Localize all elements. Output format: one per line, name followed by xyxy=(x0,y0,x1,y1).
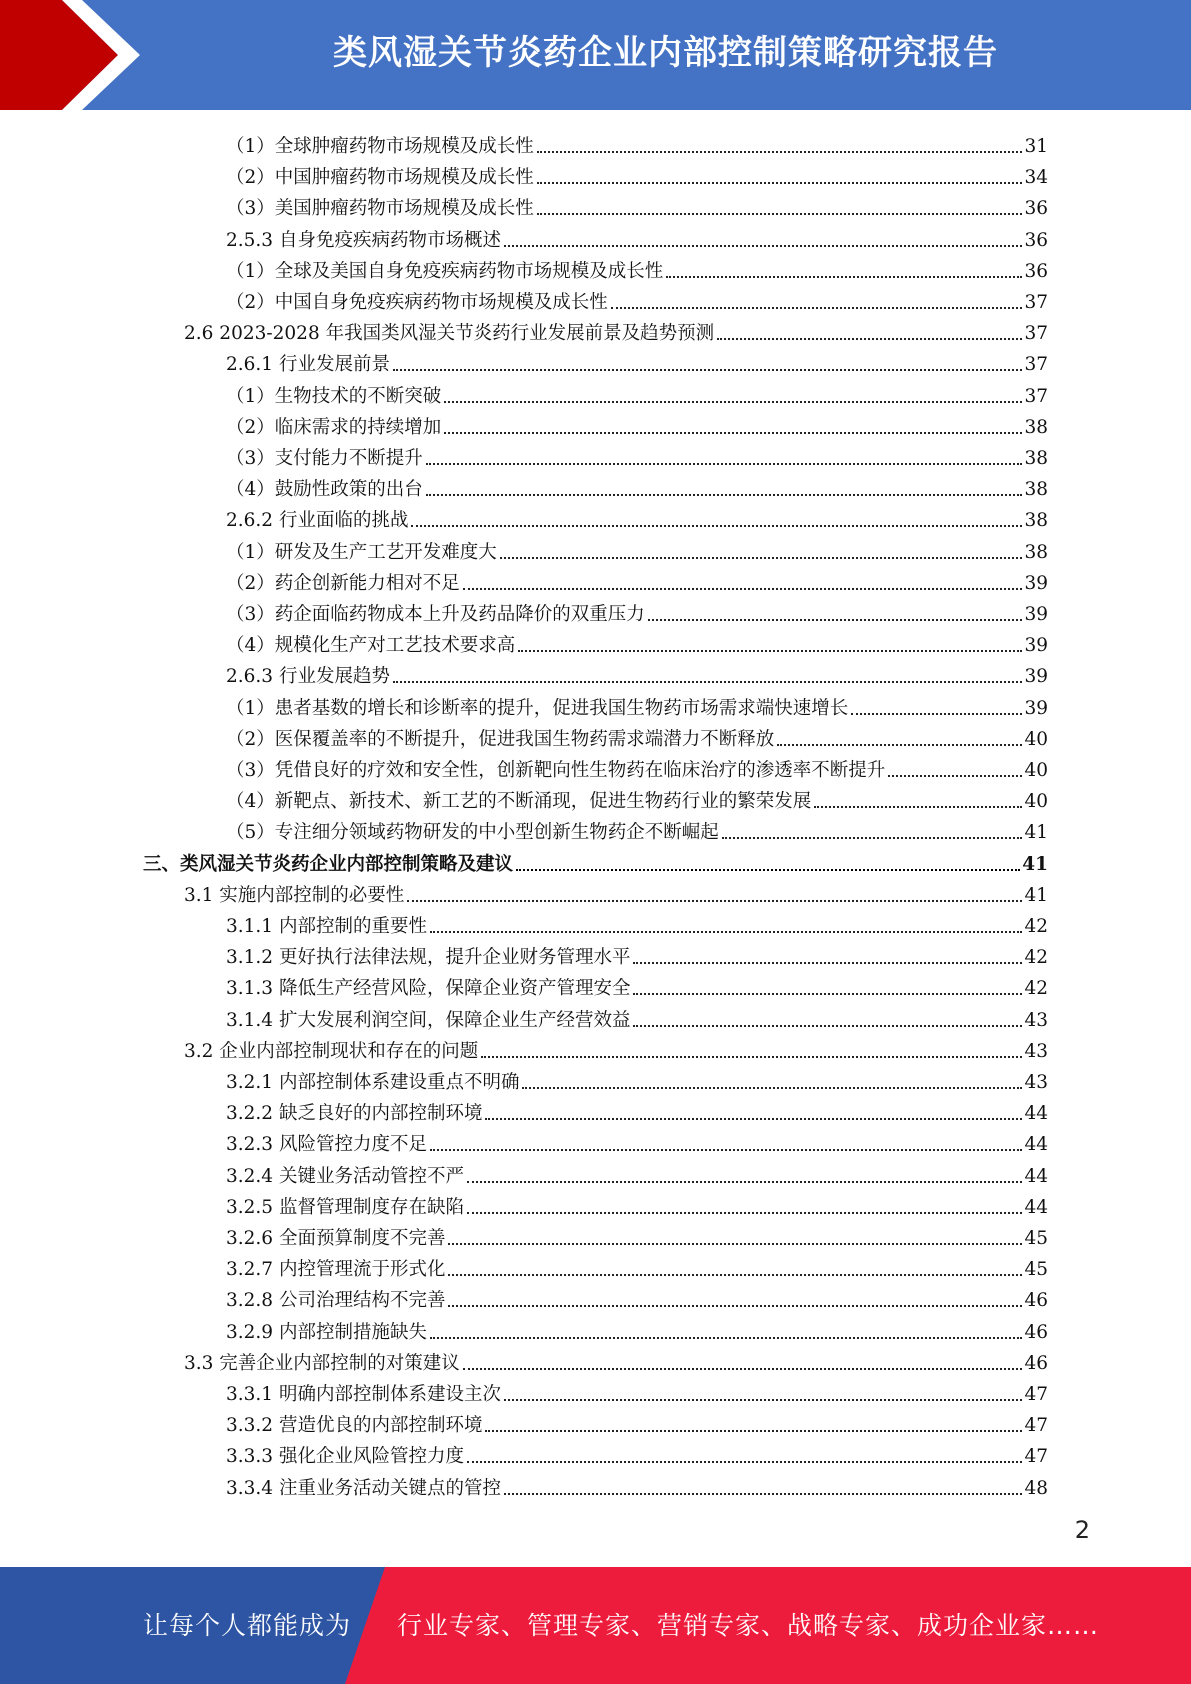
toc-entry-label: （5）专注细分领域药物研发的中小型创新生物药企不断崛起 xyxy=(226,822,719,844)
toc-entry-label: 3.2.5 监督管理制度存在缺陷 xyxy=(226,1196,464,1218)
toc-entry-page: 37 xyxy=(1024,323,1048,345)
toc-entry[interactable] xyxy=(226,627,1048,658)
toc-dot-leader xyxy=(888,775,1022,777)
toc-entry-label: （1）生物技术的不断突破 xyxy=(226,385,442,407)
toc-entry-label: 2.6.3 行业发展趋势 xyxy=(226,666,390,688)
toc-entry-page: 39 xyxy=(1024,635,1048,657)
toc-entry[interactable] xyxy=(226,1126,1048,1157)
toc-dot-leader xyxy=(522,1087,1022,1089)
toc-entry-page: 40 xyxy=(1024,728,1048,750)
toc-entry[interactable] xyxy=(226,409,1048,440)
toc-entry-page: 45 xyxy=(1024,1259,1048,1281)
toc-dot-leader xyxy=(518,650,1022,652)
toc-entry[interactable] xyxy=(184,1345,1048,1376)
toc-entry-label: （4）新靶点、新技术、新工艺的不断涌现，促进生物药行业的繁荣发展 xyxy=(226,791,812,813)
toc-entry-label: （2）中国肿瘤药物市场规模及成长性 xyxy=(226,167,534,189)
toc-dot-leader xyxy=(722,837,1023,839)
toc-dot-leader xyxy=(504,1399,1022,1401)
toc-entry[interactable] xyxy=(226,596,1048,627)
toc-entry-page: 43 xyxy=(1024,1072,1048,1093)
report-title: 类风湿关节炎药企业内部控制策略研究报告 xyxy=(333,33,998,73)
toc-entry-label: 3.1.4 扩大发展利润空间，保障企业生产经营效益 xyxy=(226,1009,631,1031)
toc-entry-label: 3.2.8 公司治理结构不完善 xyxy=(226,1290,446,1312)
toc-dot-leader xyxy=(393,681,1022,683)
page-header xyxy=(0,0,1191,110)
toc-entry-label: 3.2.7 内控管理流于形式化 xyxy=(226,1259,446,1281)
toc-entry-page: 38 xyxy=(1024,448,1048,469)
toc-entry[interactable] xyxy=(226,1095,1048,1126)
toc-entry-page: 36 xyxy=(1024,260,1048,282)
toc-entry-page: 44 xyxy=(1024,1103,1048,1125)
toc-dot-leader xyxy=(426,494,1023,496)
toc-entry[interactable] xyxy=(226,128,1048,159)
toc-entry-page: 42 xyxy=(1024,947,1048,969)
toc-entry-label: 3.2.2 缺乏良好的内部控制环境 xyxy=(226,1103,483,1125)
toc-dot-leader xyxy=(633,993,1022,995)
toc-dot-leader xyxy=(448,1305,1022,1307)
toc-entry-page: 40 xyxy=(1024,791,1048,813)
toc-entry[interactable] xyxy=(226,1189,1048,1220)
toc-dot-leader xyxy=(504,1493,1022,1495)
toc-entry-page: 40 xyxy=(1024,760,1048,781)
toc-entry-page: 44 xyxy=(1024,1165,1048,1187)
toc-entry-label: （1）全球肿瘤药物市场规模及成长性 xyxy=(226,136,534,157)
toc-entry-label: （3）支付能力不断提升 xyxy=(226,448,423,469)
toc-entry-page: 37 xyxy=(1024,354,1048,376)
toc-dot-leader xyxy=(814,806,1022,808)
toc-entry[interactable] xyxy=(226,1064,1048,1095)
toc-dot-leader xyxy=(444,401,1022,403)
toc-dot-leader xyxy=(481,1056,1022,1058)
toc-entry-page: 37 xyxy=(1024,292,1048,313)
toc-entry-label: 2.6 2023-2028 年我国类风湿关节炎药行业发展前景及趋势预测 xyxy=(184,323,715,345)
toc-entry-page: 42 xyxy=(1024,916,1048,937)
toc-dot-leader xyxy=(463,588,1023,590)
toc-entry-label: 3.3 完善企业内部控制的对策建议 xyxy=(184,1352,460,1374)
toc-entry[interactable] xyxy=(226,440,1048,471)
toc-dot-leader xyxy=(430,1149,1022,1151)
toc-entry-label: 3.2 企业内部控制现状和存在的问题 xyxy=(184,1040,479,1062)
toc-dot-leader xyxy=(633,1025,1022,1027)
toc-entry-label: （3）美国肿瘤药物市场规模及成长性 xyxy=(226,198,534,220)
toc-entry[interactable] xyxy=(226,253,1048,284)
toc-dot-leader xyxy=(463,1368,1023,1370)
toc-entry-label: 3.3.1 明确内部控制体系建设主次 xyxy=(226,1384,501,1405)
toc-entry-label: 3.1.2 更好执行法律法规，提升企业财务管理水平 xyxy=(226,947,631,969)
toc-entry-page: 39 xyxy=(1024,666,1048,688)
toc-entry[interactable] xyxy=(226,565,1048,596)
toc-entry[interactable] xyxy=(226,378,1048,409)
toc-entry-page: 31 xyxy=(1024,136,1048,157)
toc-entry-label: 3.1.3 降低生产经营风险，保障企业资产管理安全 xyxy=(226,978,631,1000)
toc-entry[interactable] xyxy=(226,1282,1048,1313)
toc-entry-label: （2）医保覆盖率的不断提升，促进我国生物药需求端潜力不断释放 xyxy=(226,728,775,750)
toc-entry[interactable] xyxy=(226,690,1048,721)
toc-entry[interactable] xyxy=(226,783,1048,814)
toc-entry-label: （3）凭借良好的疗效和安全性，创新靶向性生物药在临床治疗的渗透率不断提升 xyxy=(226,760,886,781)
toc-entry-page: 47 xyxy=(1024,1384,1048,1405)
toc-entry-label: 3.3.2 营造优良的内部控制环境 xyxy=(226,1415,483,1437)
toc-entry-page: 38 xyxy=(1024,541,1048,563)
toc-dot-leader xyxy=(467,1212,1022,1214)
toc-entry-page: 45 xyxy=(1024,1228,1048,1249)
toc-entry[interactable] xyxy=(143,846,1048,877)
toc-entry-page: 44 xyxy=(1024,1196,1048,1218)
toc-entry[interactable] xyxy=(226,908,1048,939)
toc-entry-label: （1）研发及生产工艺开发难度大 xyxy=(226,541,497,563)
toc-entry-label: 3.2.3 风险管控力度不足 xyxy=(226,1134,427,1156)
toc-entry-page: 37 xyxy=(1024,385,1048,407)
toc-entry-page: 43 xyxy=(1024,1040,1048,1062)
toc-entry-label: 3.3.4 注重业务活动关键点的管控 xyxy=(226,1477,501,1499)
toc-dot-leader xyxy=(666,276,1022,278)
toc-dot-leader xyxy=(407,900,1022,902)
toc-entry-label: （2）临床需求的持续增加 xyxy=(226,416,442,438)
toc-dot-leader xyxy=(485,1430,1022,1432)
toc-entry[interactable] xyxy=(226,658,1048,689)
toc-entry[interactable] xyxy=(184,315,1048,346)
toc-entry[interactable] xyxy=(226,1220,1048,1251)
toc-dot-leader xyxy=(777,744,1022,746)
toc-dot-leader xyxy=(851,713,1022,715)
toc-entry[interactable] xyxy=(226,222,1048,253)
toc-entry-page: 38 xyxy=(1024,479,1048,501)
toc-entry[interactable] xyxy=(226,1438,1048,1469)
toc-entry-label: （3）药企面临药物成本上升及药品降价的双重压力 xyxy=(226,604,645,625)
toc-entry-page: 46 xyxy=(1024,1321,1048,1343)
toc-entry-label: 3.2.9 内部控制措施缺失 xyxy=(226,1321,427,1343)
toc-dot-leader xyxy=(633,962,1022,964)
toc-dot-leader xyxy=(500,557,1023,559)
toc-entry-page: 47 xyxy=(1024,1415,1048,1437)
toc-entry[interactable] xyxy=(184,877,1048,908)
toc-entry[interactable] xyxy=(226,190,1048,221)
toc-entry-page: 41 xyxy=(1024,822,1048,844)
toc-entry[interactable] xyxy=(226,721,1048,752)
toc-entry-label: （2）中国自身免疫疾病药物市场规模及成长性 xyxy=(226,292,608,313)
toc-entry[interactable] xyxy=(226,534,1048,565)
toc-entry-page: 47 xyxy=(1024,1446,1048,1468)
toc-entry-label: （1）全球及美国自身免疫疾病药物市场规模及成长性 xyxy=(226,260,664,282)
toc-entry-page: 46 xyxy=(1024,1352,1048,1374)
toc-dot-leader xyxy=(537,182,1023,184)
toc-entry-page: 48 xyxy=(1024,1477,1048,1499)
toc-entry-page: 39 xyxy=(1024,572,1048,594)
toc-dot-leader xyxy=(444,432,1022,434)
toc-entry[interactable] xyxy=(226,1376,1048,1407)
toc-entry-label: （1）患者基数的增长和诊断率的提升，促进我国生物药市场需求端快速增长 xyxy=(226,697,849,719)
toc-dot-leader xyxy=(430,931,1022,933)
toc-entry-label: （4）规模化生产对工艺技术要求高 xyxy=(226,635,516,657)
toc-entry-page: 39 xyxy=(1024,697,1048,719)
toc-entry-label: 3.1.1 内部控制的重要性 xyxy=(226,916,427,937)
toc-dot-leader xyxy=(411,525,1022,527)
header-arrow-decoration xyxy=(0,0,160,110)
toc-entry-label: 三、类风湿关节炎药企业内部控制策略及建议 xyxy=(143,853,514,875)
toc-entry-label: 2.5.3 自身免疫疾病药物市场概述 xyxy=(226,229,501,251)
toc-entry-page: 41 xyxy=(1022,853,1048,875)
toc-entry[interactable] xyxy=(226,1314,1048,1345)
toc-entry-page: 44 xyxy=(1024,1134,1048,1156)
toc-entry-label: 3.2.4 关键业务活动管控不严 xyxy=(226,1165,464,1187)
toc-entry-page: 36 xyxy=(1024,198,1048,220)
toc-entry[interactable] xyxy=(226,1407,1048,1438)
footer-roles: 行业专家、管理专家、营销专家、战略专家、成功企业家…… xyxy=(397,1611,1100,1640)
toc-entry[interactable] xyxy=(226,346,1048,377)
toc-dot-leader xyxy=(717,338,1022,340)
toc-dot-leader xyxy=(516,869,1020,871)
toc-entry[interactable] xyxy=(226,939,1048,970)
toc-entry-label: （2）药企创新能力相对不足 xyxy=(226,572,460,594)
toc-entry-label: 3.3.3 强化企业风险管控力度 xyxy=(226,1446,464,1468)
toc-entry-page: 38 xyxy=(1024,416,1048,438)
toc-entry[interactable] xyxy=(226,970,1048,1001)
toc-entry[interactable] xyxy=(226,1470,1048,1501)
toc-entry[interactable] xyxy=(226,1251,1048,1282)
toc-entry[interactable] xyxy=(226,471,1048,502)
toc-entry[interactable] xyxy=(226,502,1048,533)
toc-entry-label: 3.2.1 内部控制体系建设重点不明确 xyxy=(226,1072,520,1093)
toc-dot-leader xyxy=(648,619,1023,621)
toc-entry[interactable] xyxy=(226,284,1048,315)
toc-dot-leader xyxy=(467,1181,1022,1183)
toc-entry-page: 43 xyxy=(1024,1009,1048,1031)
toc-dot-leader xyxy=(504,245,1022,247)
toc-entry-label: 2.6.2 行业面临的挑战 xyxy=(226,510,409,532)
toc-dot-leader xyxy=(430,1337,1022,1339)
toc-entry-page: 36 xyxy=(1024,229,1048,251)
toc-entry-page: 38 xyxy=(1024,510,1048,532)
toc-dot-leader xyxy=(611,307,1023,309)
toc-entry[interactable] xyxy=(226,814,1048,845)
toc-entry-page: 39 xyxy=(1024,604,1048,625)
toc-dot-leader xyxy=(426,463,1023,465)
toc-dot-leader xyxy=(467,1461,1022,1463)
toc-entry-label: 3.2.6 全面预算制度不完善 xyxy=(226,1228,446,1249)
toc-entry-label: 3.1 实施内部控制的必要性 xyxy=(184,884,405,906)
toc-entry[interactable] xyxy=(226,752,1048,783)
toc-dot-leader xyxy=(537,213,1023,215)
toc-entry[interactable] xyxy=(184,1033,1048,1064)
toc-entry-page: 34 xyxy=(1024,167,1048,189)
page-footer xyxy=(0,1567,1191,1684)
toc-entry-page: 41 xyxy=(1024,884,1048,906)
toc-entry-page: 46 xyxy=(1024,1290,1048,1312)
toc-entry-label: （4）鼓励性政策的出台 xyxy=(226,479,423,501)
page-number: 2 xyxy=(1074,1516,1090,1544)
toc-dot-leader xyxy=(448,1274,1022,1276)
footer-slogan: 让每个人都能成为 xyxy=(143,1611,352,1640)
toc-entry[interactable] xyxy=(226,1002,1048,1033)
toc-dot-leader xyxy=(537,151,1023,153)
toc-entry-label: 2.6.1 行业发展前景 xyxy=(226,354,390,376)
toc-entry[interactable] xyxy=(226,159,1048,190)
toc-dot-leader xyxy=(485,1118,1022,1120)
toc-entry[interactable] xyxy=(226,1158,1048,1189)
toc-dot-leader xyxy=(393,369,1022,371)
toc-entry-page: 42 xyxy=(1024,978,1048,1000)
toc-dot-leader xyxy=(448,1243,1022,1245)
